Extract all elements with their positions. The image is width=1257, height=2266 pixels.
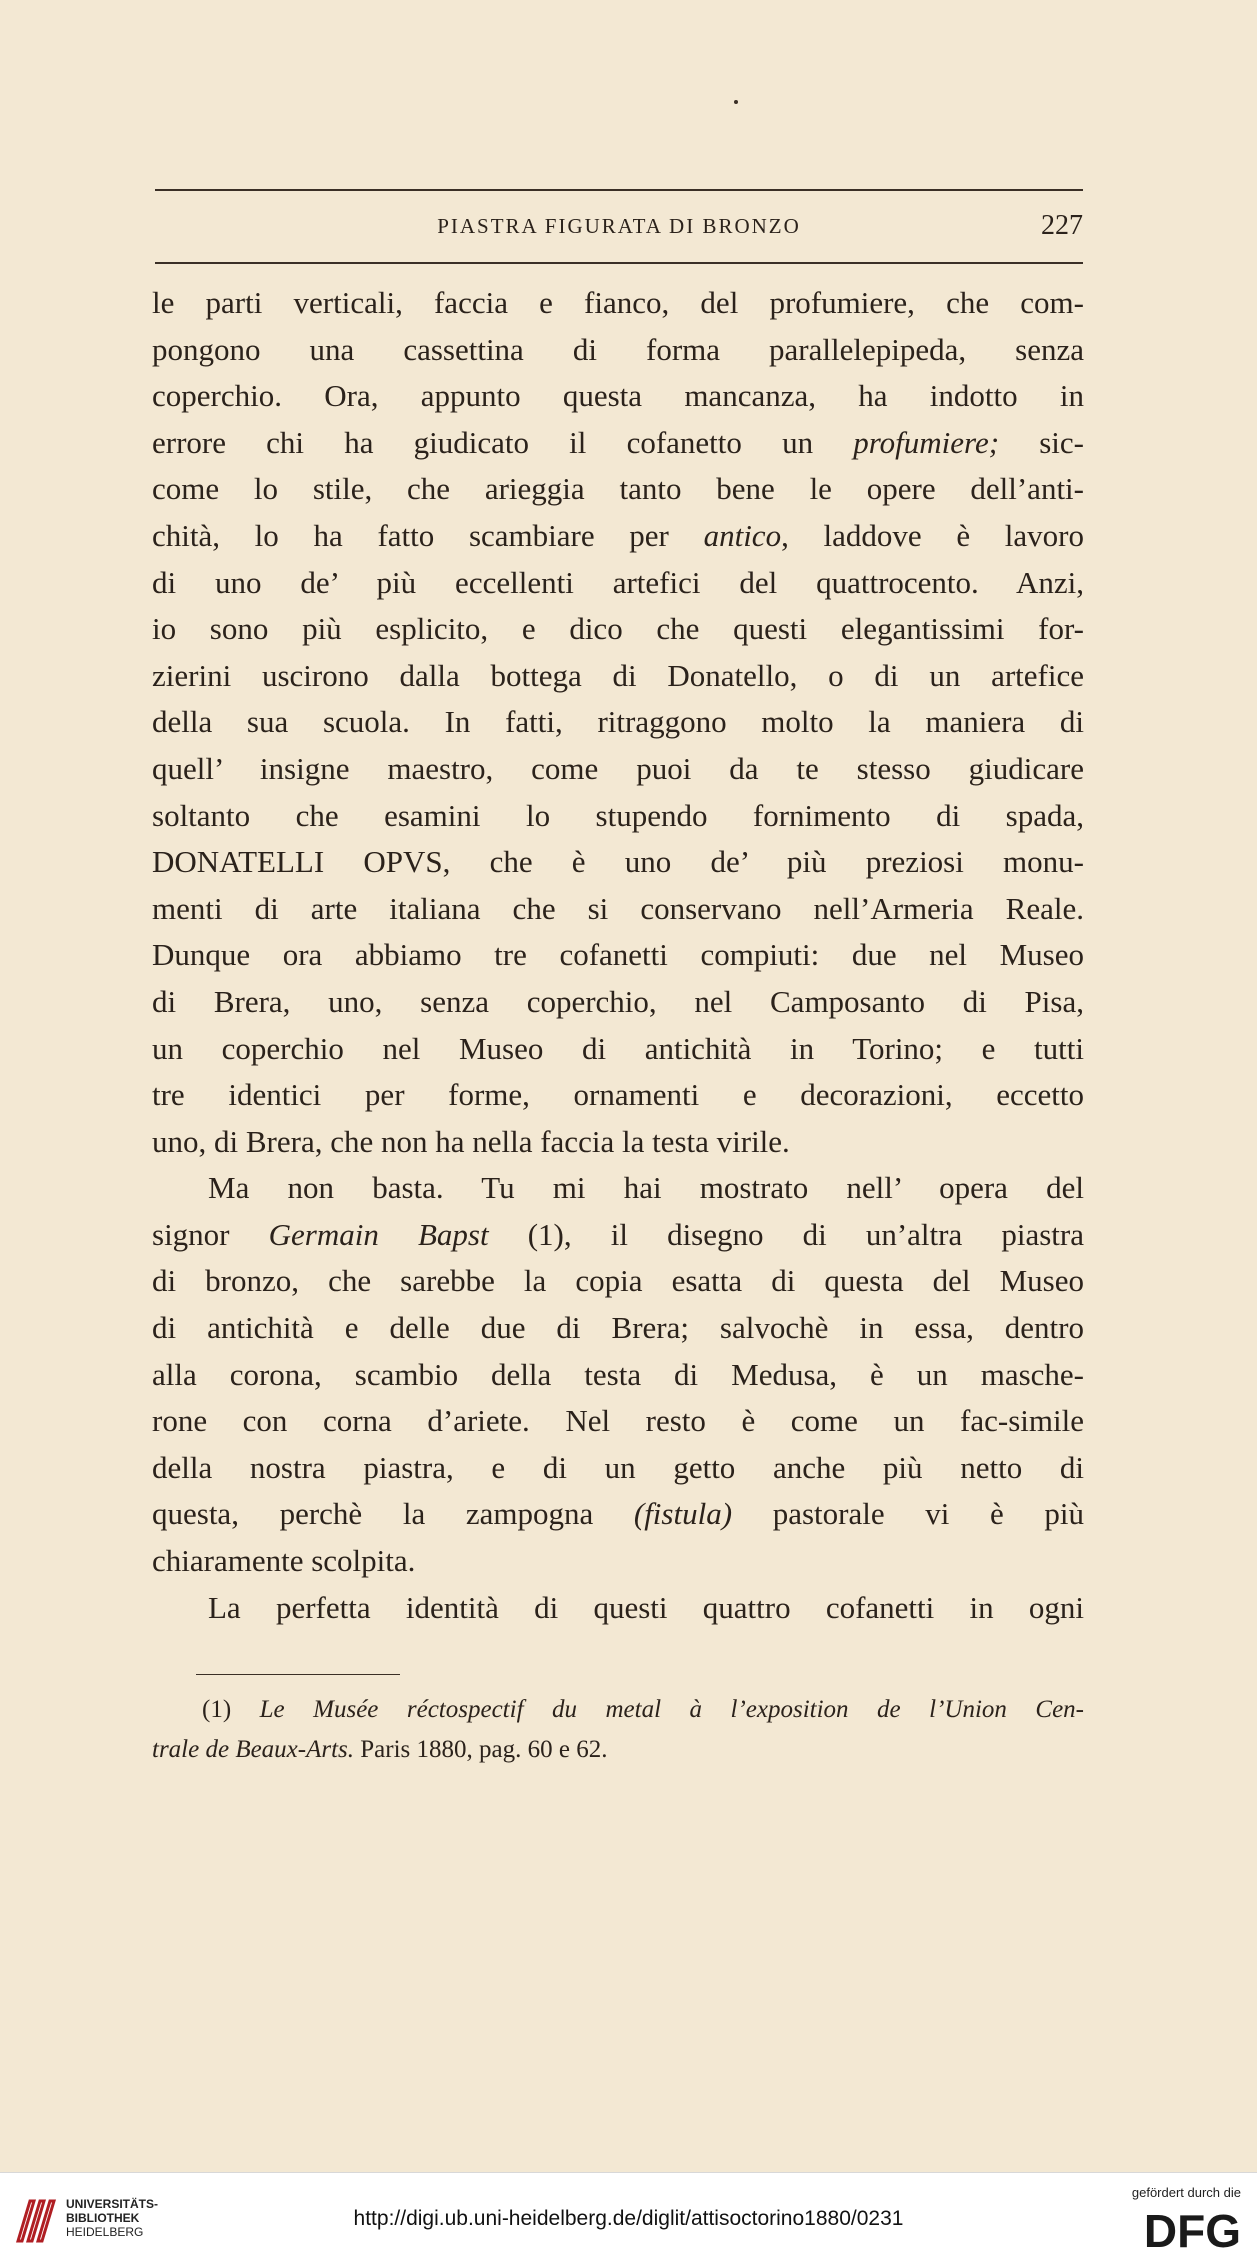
text-line: [152, 979, 1084, 1026]
text-segment: coperchio. Ora, appunto questa mancanza, ha indotto in: [152, 378, 1084, 414]
text-line: [152, 839, 1084, 886]
text-line: [152, 1585, 1084, 1632]
text-segment: Dunque ora abbiamo tre cofanetti compiuti: due nel Museo: [152, 937, 1084, 973]
text-line: [152, 1212, 1084, 1259]
text-segment: (1): [202, 1696, 260, 1723]
text-segment: errore chi ha giudicato il cofanetto un: [152, 424, 854, 460]
footnote: [152, 1690, 1084, 1770]
text-segment: rone con corna d’ariete. Nel resto è come un fac-simile: [152, 1403, 1084, 1439]
italic-text: trale de Beaux-Arts.: [152, 1736, 355, 1763]
text-segment: soltanto che esamini lo stupendo fornimento di spada,: [152, 797, 1084, 833]
text-line: [152, 653, 1084, 700]
text-line: [152, 606, 1084, 653]
text-line: [152, 420, 1084, 467]
text-line: [152, 280, 1084, 327]
text-line: [152, 560, 1084, 607]
footnote-line: [152, 1730, 1084, 1770]
text-segment: di uno de’ più eccellenti artefici del quattrocento. Anzi,: [152, 564, 1084, 600]
text-segment: Ma non basta. Tu mi hai mostrato nell’ opera del: [208, 1170, 1084, 1206]
text-segment: io sono più esplicito, e dico che questi elegantissimi for-: [152, 611, 1084, 647]
text-segment: questa, perchè la zampogna: [152, 1496, 634, 1532]
text-line: [152, 1398, 1084, 1445]
svg-text:DFG: DFG: [1143, 2205, 1241, 2253]
text-segment: pastorale vi è più: [732, 1496, 1084, 1532]
text-line: [152, 886, 1084, 933]
body-text: [152, 280, 1084, 1631]
library-name-line: BIBLIOTHEK: [66, 2211, 140, 2225]
text-segment: Paris 1880, pag. 60 e 62.: [354, 1736, 608, 1763]
library-name-line: UNIVERSITÄTS-: [66, 2197, 159, 2211]
text-line: [152, 699, 1084, 746]
text-segment: di bronzo, che sarebbe la copia esatta di questa del Museo: [152, 1263, 1084, 1299]
text-segment: sic-: [999, 424, 1084, 460]
italic-text: profumiere;: [853, 424, 1000, 460]
text-line: [152, 1026, 1084, 1073]
text-segment: (1), il disegno di un’altra piastra: [488, 1216, 1084, 1252]
text-segment: , laddove è lavoro: [781, 517, 1084, 553]
text-segment: di antichità e delle due di Brera; salvochè in essa, dentro: [152, 1310, 1084, 1346]
running-title: PIASTRA FIGURATA DI BRONZO: [437, 214, 801, 238]
text-line: [152, 1258, 1084, 1305]
header-rule: [155, 262, 1083, 264]
top-rule: [155, 189, 1083, 191]
text-line: [152, 513, 1084, 560]
footnote-rule: [196, 1674, 400, 1675]
text-segment: menti di arte italiana che si conservano nell’Armeria Reale.: [152, 890, 1084, 926]
text-segment: pongono una cassettina di forma parallelepipeda, senza: [152, 331, 1084, 367]
page-number: 227: [1041, 210, 1083, 241]
text-segment: La perfetta identità di questi quattro cofanetti in ogni: [208, 1589, 1084, 1625]
dfg-logo-icon: [1121, 2203, 1241, 2253]
text-segment: della nostra piastra, e di un getto anche più netto di: [152, 1449, 1084, 1485]
text-segment: come lo stile, che arieggia tanto bene le opere dell’anti-: [152, 471, 1084, 507]
text-segment: chiaramente scolpita.: [152, 1543, 416, 1579]
text-line: [152, 1491, 1084, 1538]
viewer-footer: [0, 2172, 1257, 2266]
library-name-line: HEIDELBERG: [66, 2225, 144, 2239]
text-segment: signor: [152, 1216, 269, 1252]
text-segment: un coperchio nel Museo di antichità in Torino; e tutti: [152, 1030, 1084, 1066]
text-segment: le parti verticali, faccia e fianco, del profumiere, che com-: [152, 285, 1084, 320]
permalink-url[interactable]: http://digi.ub.uni-heidelberg.de/diglit/attisoctorino1880/0231: [353, 2207, 904, 2230]
text-line: [152, 932, 1084, 979]
text-line: [152, 327, 1084, 374]
text-segment: zierini uscirono dalla bottega di Donatello, o di un artefice: [152, 657, 1084, 693]
text-segment: di Brera, uno, senza coperchio, nel Camposanto di Pisa,: [152, 983, 1084, 1019]
footnote-line: [152, 1690, 1084, 1730]
text-line: [152, 1119, 1084, 1166]
text-line: [152, 1538, 1084, 1585]
ink-speck: [734, 100, 738, 104]
text-line: [152, 1072, 1084, 1119]
text-line: [152, 746, 1084, 793]
text-line: [152, 1445, 1084, 1492]
funder-label: gefördert durch die: [1131, 2185, 1241, 2200]
italic-text: (fistula): [633, 1496, 733, 1532]
text-segment: tre identici per forme, ornamenti e decorazioni, eccetto: [152, 1077, 1084, 1113]
italic-text: Le Musée réctospectif du metal à l’exposition de l’Union Cen-: [259, 1696, 1084, 1723]
text-line: [152, 1305, 1084, 1352]
text-segment: DONATELLI OPVS, che è uno de’ più preziosi monu-: [152, 844, 1084, 880]
text-line: [152, 466, 1084, 513]
running-head: [155, 210, 1083, 250]
text-segment: uno, di Brera, che non ha nella faccia la testa virile.: [152, 1123, 790, 1159]
italic-text: antico: [703, 517, 782, 553]
text-line: [152, 373, 1084, 420]
text-segment: della sua scuola. In fatti, ritraggono molto la maniera di: [152, 704, 1084, 740]
text-segment: quell’ insigne maestro, come puoi da te stesso giudicare: [152, 750, 1084, 786]
italic-text: Germain Bapst: [268, 1216, 489, 1252]
text-line: [152, 1352, 1084, 1399]
text-segment: chità, lo ha fatto scambiare per: [152, 517, 704, 553]
text-segment: alla corona, scambio della testa di Medusa, è un masche-: [152, 1356, 1084, 1392]
text-line: [152, 1165, 1084, 1212]
text-line: [152, 793, 1084, 840]
